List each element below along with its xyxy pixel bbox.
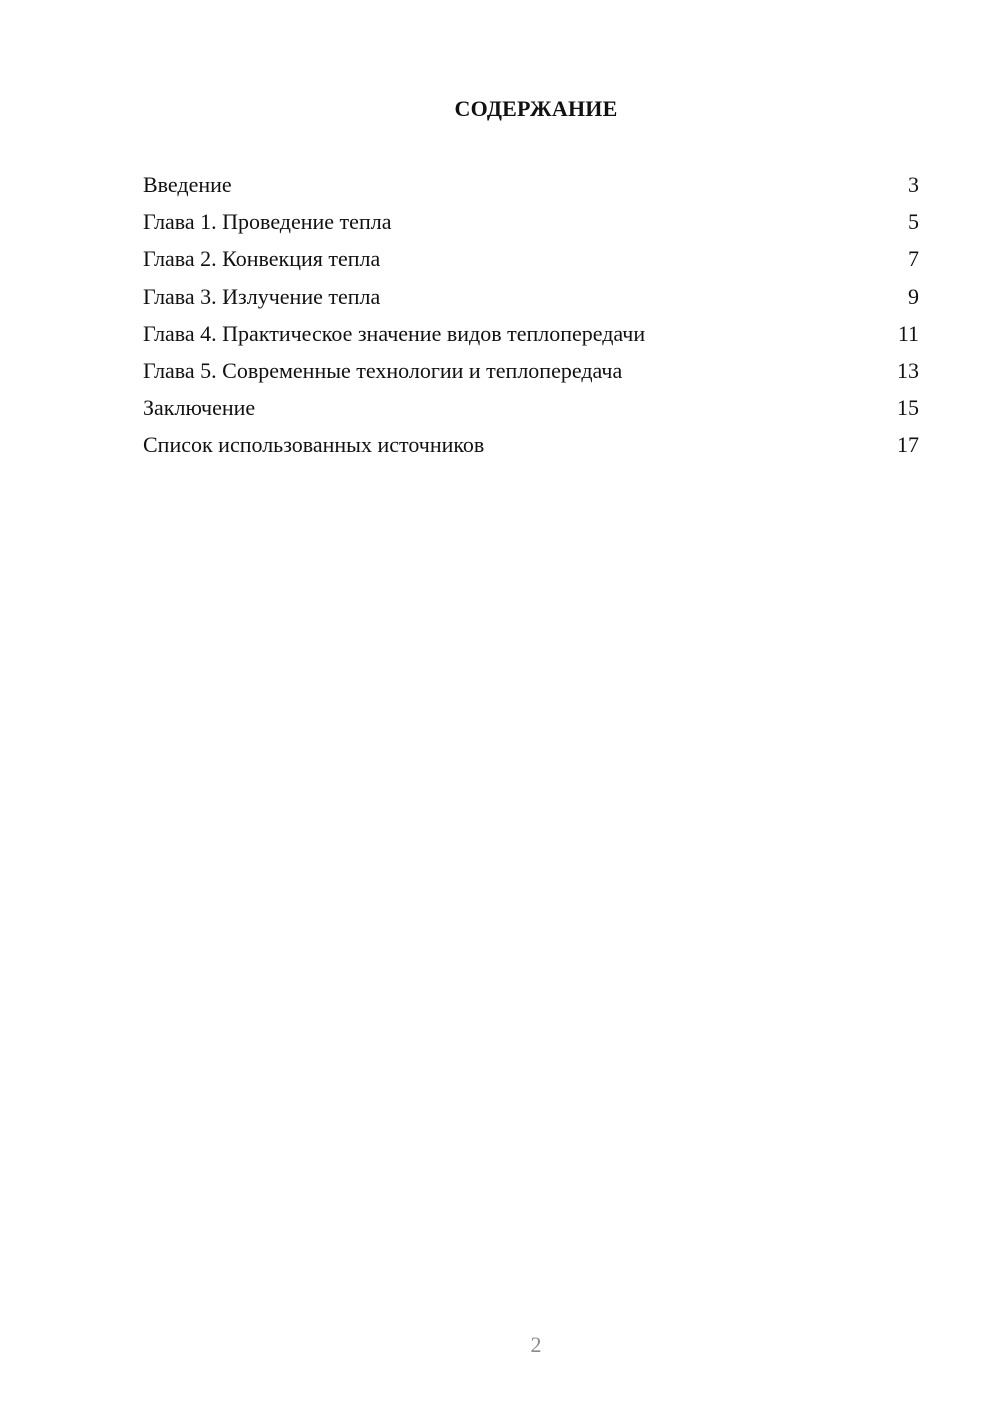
toc-entry-chapter-4[interactable] bbox=[143, 319, 919, 356]
toc-entry-chapter-3[interactable] bbox=[143, 282, 919, 319]
toc-entry-label: Заключение bbox=[143, 395, 256, 421]
page-number: 2 bbox=[530, 1332, 542, 1357]
toc-entry-references[interactable] bbox=[143, 430, 919, 467]
toc-entry-page: 3 bbox=[908, 172, 919, 197]
toc-entry-label: Глава 1. Проведение тепла bbox=[143, 209, 392, 235]
toc-entry-label: Введение bbox=[143, 172, 232, 197]
toc-entry-label: Глава 5. Современные технологии и теплопередача bbox=[143, 357, 623, 383]
toc-entry-label: Глава 4. Практическое значение видов теплопередачи bbox=[143, 320, 646, 346]
toc-entry-chapter-1[interactable] bbox=[143, 207, 919, 244]
toc-entry-chapter-5[interactable] bbox=[143, 356, 919, 393]
toc-entry-introduction[interactable] bbox=[143, 170, 919, 207]
toc-entry-page: 7 bbox=[908, 246, 919, 272]
toc-entry-chapter-2[interactable] bbox=[143, 244, 919, 281]
toc-entry-label: Глава 2. Конвекция тепла bbox=[143, 246, 381, 272]
toc-list bbox=[143, 170, 919, 468]
toc-title: СОДЕРЖАНИЕ bbox=[454, 96, 618, 121]
toc-entry-page: 15 bbox=[897, 395, 919, 421]
toc-entry-page: 13 bbox=[897, 357, 919, 383]
toc-entry-label: Глава 3. Излучение тепла bbox=[143, 283, 381, 309]
toc-entry-page: 5 bbox=[908, 209, 919, 235]
toc-entry-page: 9 bbox=[908, 283, 919, 309]
toc-entry-page: 11 bbox=[897, 320, 919, 346]
toc-entry-page: 17 bbox=[897, 432, 919, 458]
toc-entry-label: Список использованных источников bbox=[143, 432, 485, 458]
toc-entry-conclusion[interactable] bbox=[143, 393, 919, 430]
